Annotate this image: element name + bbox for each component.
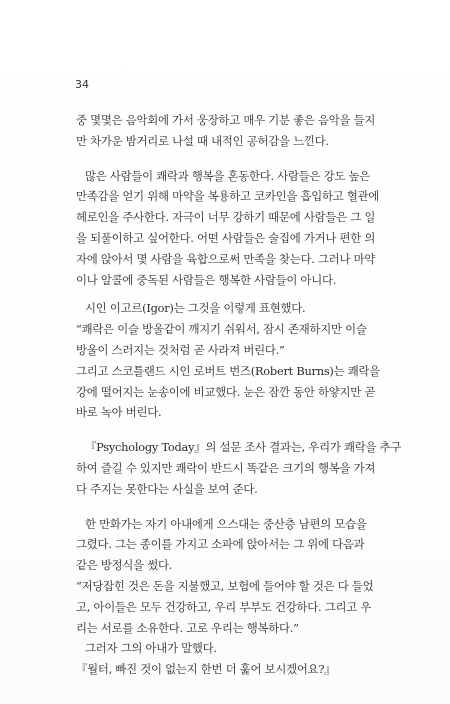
text-line: 이나 알콜에 중독된 사람들은 행복한 사람들이 아니다. — [76, 272, 337, 287]
quote-line: 리는 서로를 소유한다. 고로 우리는 행복하다.” — [76, 620, 299, 635]
text-line: 만족감을 얻기 위해 마약을 복용하고 코카인을 흡입하고 혈관에 — [76, 189, 380, 204]
text-line: 다 주지는 못한다는 사실을 보여 준다. — [76, 481, 258, 496]
text-line: 바로 녹아 버린다. — [76, 405, 162, 420]
text-line: 시인 이고르(Igor)는 그것을 이렇게 표현했다. — [85, 301, 306, 316]
text-line: 하여 즐길 수 있지만 쾌락이 반드시 똑같은 크기의 행복을 가져 — [76, 460, 376, 475]
text-line: 한 만화가는 자기 아내에게 으스대는 중산층 남편의 모습을 — [85, 516, 367, 531]
quote-line: “쾌락은 이슬 방울같이 깨지기 쉬워서, 잠시 존재하지만 이슬 — [76, 322, 367, 337]
text-line: 그러자 그의 아내가 말했다. — [85, 641, 217, 656]
quote-line: 방울이 스러지는 것처럼 곧 사라져 버린다.” — [76, 342, 285, 357]
paragraph — [76, 437, 402, 499]
text-line: 그리고 스코틀랜드 시인 로버트 번즈(Robert Burns)는 쾌락을 — [76, 363, 380, 378]
text-line: 그렸다. 그는 종이를 가지고 소파에 앉아서는 그 위에 다음과 — [76, 537, 365, 552]
paragraph — [76, 166, 394, 291]
paragraph — [76, 514, 394, 680]
text-line: 강에 떨어지는 눈송이에 비교했다. 눈은 잠깐 동안 하얗지만 곧 — [76, 384, 376, 399]
text-line: 같은 방정식을 썼다. — [76, 558, 173, 573]
page-number: 34 — [75, 78, 89, 91]
text-line: 중 몇몇은 음악회에 가서 웅장하고 매우 기분 좋은 음악을 들지 — [76, 113, 376, 127]
paragraph — [76, 110, 394, 152]
text-line: 만 차가운 밤거리로 나설 때 내적인 공허감을 느낀다. — [76, 133, 329, 148]
text-line: 많은 사람들이 쾌락과 행복을 혼동한다. 사람들은 강도 높은 — [85, 168, 371, 183]
text-line: 헤로인을 주사한다. 자극이 너무 강하기 때문에 사람들은 그 일 — [76, 210, 376, 225]
text-line: 『Psychology Today』의 설문 조사 결과는, 우리가 쾌락을 추구 — [85, 440, 402, 455]
text-line: 을 되풀이하고 싶어한다. 어떤 사람들은 술집에 가거나 편한 의 — [76, 230, 376, 245]
text-line: 자에 앉아서 몇 사람을 육합으로써 만족을 찾는다. 그러나 마약 — [76, 251, 376, 266]
quote-line: 『월터, 빠진 것이 없는지 한번 더 훑어 보시겠어요?』 — [76, 662, 336, 677]
quote-line: “저당잡힌 것은 돈을 지불했고, 보험에 들어야 할 것은 다 들었 — [76, 578, 374, 593]
quote-line: 고, 아이들은 모두 건강하고, 우리 부부도 건강하다. 그리고 우 — [76, 599, 372, 614]
paragraph — [76, 298, 394, 423]
body-text — [76, 110, 402, 680]
